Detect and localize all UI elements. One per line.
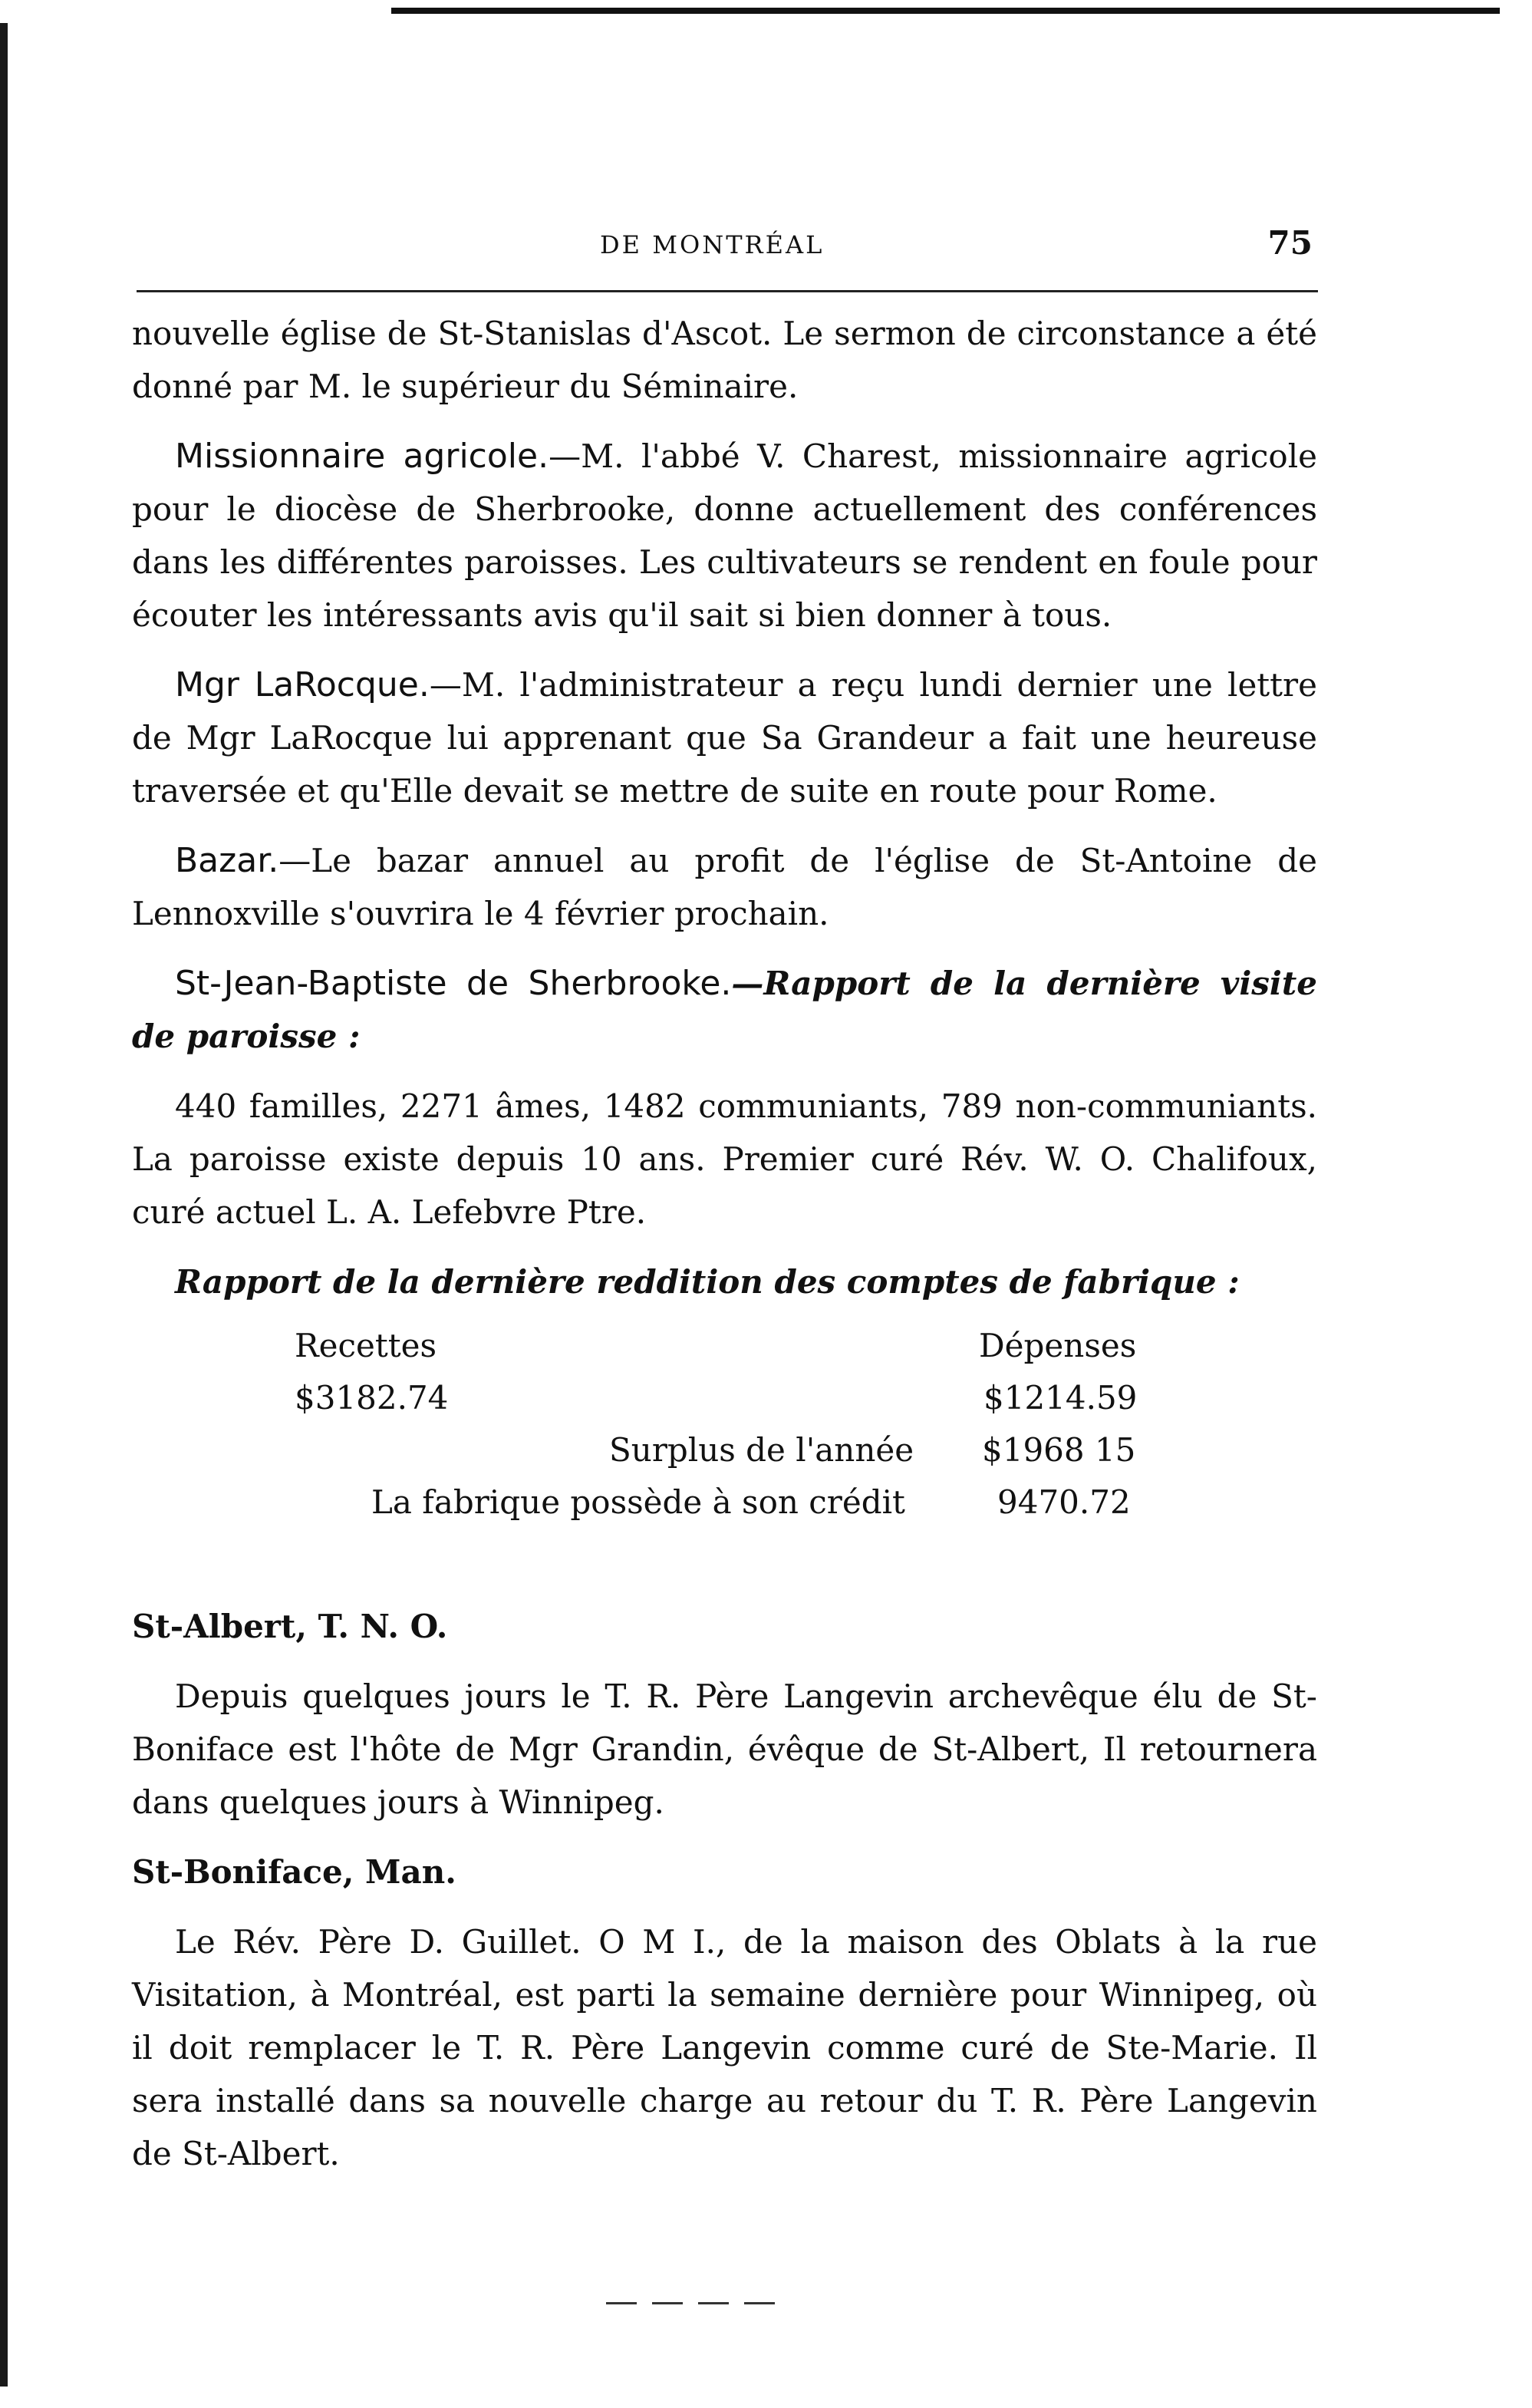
credit-label: La fabrique possède à son crédit [371,1483,905,1521]
paragraph-missionnaire [132,430,1317,642]
surplus-label: Surplus de l'année [609,1431,914,1469]
page-edge [0,23,8,2387]
paragraph-boniface: Le Rév. Père D. Guillet. O M I., de la maison des Oblats à la rue Visitation, à Montréal, est parti la semaine dernière pour Winnipeg, où il doit remplacer le T. R. Père Langevin comme curé de Ste-Marie. Il sera installé dans sa nouvelle charge au retour du T. R. Père Langevin de St-Albert. [132,1923,1317,2172]
paragraph-fabrique: Rapport de la dernière reddition des comptes de fabrique : [175,1263,1240,1301]
depenses-label: Dépenses [979,1327,1137,1364]
surplus-value: $1968 15 [982,1431,1136,1469]
paragraph-bazar [132,834,1317,940]
paragraph-sherbrooke [132,957,1317,1063]
paragraph-text: —M. l'abbé V. Charest, missionnaire agricole pour le diocèse de Sherbrooke, donne actuellement des conférences dans les différentes paroisses. Les cultivateurs se rendent en foule pour écouter les intéressants avis qu'il sait si bien donner à tous. [132,437,1318,634]
credit-value: 9470.72 [997,1483,1131,1521]
paragraph-heading: Missionnaire agricole. [175,437,549,476]
page-number: 75 [1267,224,1313,262]
paragraph-heading: Mgr LaRocque. [175,665,430,704]
paragraph-heading: St-Jean-Baptiste de Sherbrooke. [175,964,732,1003]
paragraph-ascot: nouvelle église de St-Stanislas d'Ascot. Le sermon de circonstance a été donné par M. le supérieur du Séminaire. [132,315,1317,405]
recettes-label: Recettes [295,1327,437,1364]
section-title-albert: St-Albert, T. N. O. [132,1608,448,1645]
accounts-table [132,1319,1317,1588]
depenses-value: $1214.59 [983,1379,1138,1417]
page-header [130,224,1316,262]
paragraph-heading: Bazar. [175,841,279,880]
footer-dashes [606,2302,790,2304]
paragraph-italic: —Rapport de la dernière visite de paroisse : [132,965,1318,1055]
paragraph-text: —Le bazar annuel au profit de l'église de St-Antoine de Lennoxville s'ouvrira le 4 février prochain. [132,842,1317,932]
paragraph-statistics: 440 familles, 2271 âmes, 1482 communiants, 789 non-communiants. La paroisse existe depuis 10 ans. Premier curé Rév. W. O. Chalifoux, curé actuel L. A. Lefebvre Ptre. [132,1087,1317,1231]
header-rule [137,290,1318,292]
recettes-value: $3182.74 [295,1379,449,1417]
section-title-boniface: St-Boniface, Man. [132,1853,456,1891]
page-body [132,307,1317,2197]
paragraph-text: —M. l'administrateur a reçu lundi dernier une lettre de Mgr LaRocque lui apprenant que Sa Grandeur a fait une heureuse traversée et qu'Elle devait se mettre de suite en route pour Rome. [132,666,1317,810]
paragraph-albert: Depuis quelques jours le T. R. Père Langevin archevêque élu de St-Boniface est l'hôte de Mgr Grandin, évêque de St-Albert, Il retournera dans quelques jours à Winnipeg. [132,1677,1317,1821]
running-head: DE MONTRÉAL [600,230,825,259]
top-rule [391,8,1500,14]
paragraph-larocque [132,658,1317,817]
